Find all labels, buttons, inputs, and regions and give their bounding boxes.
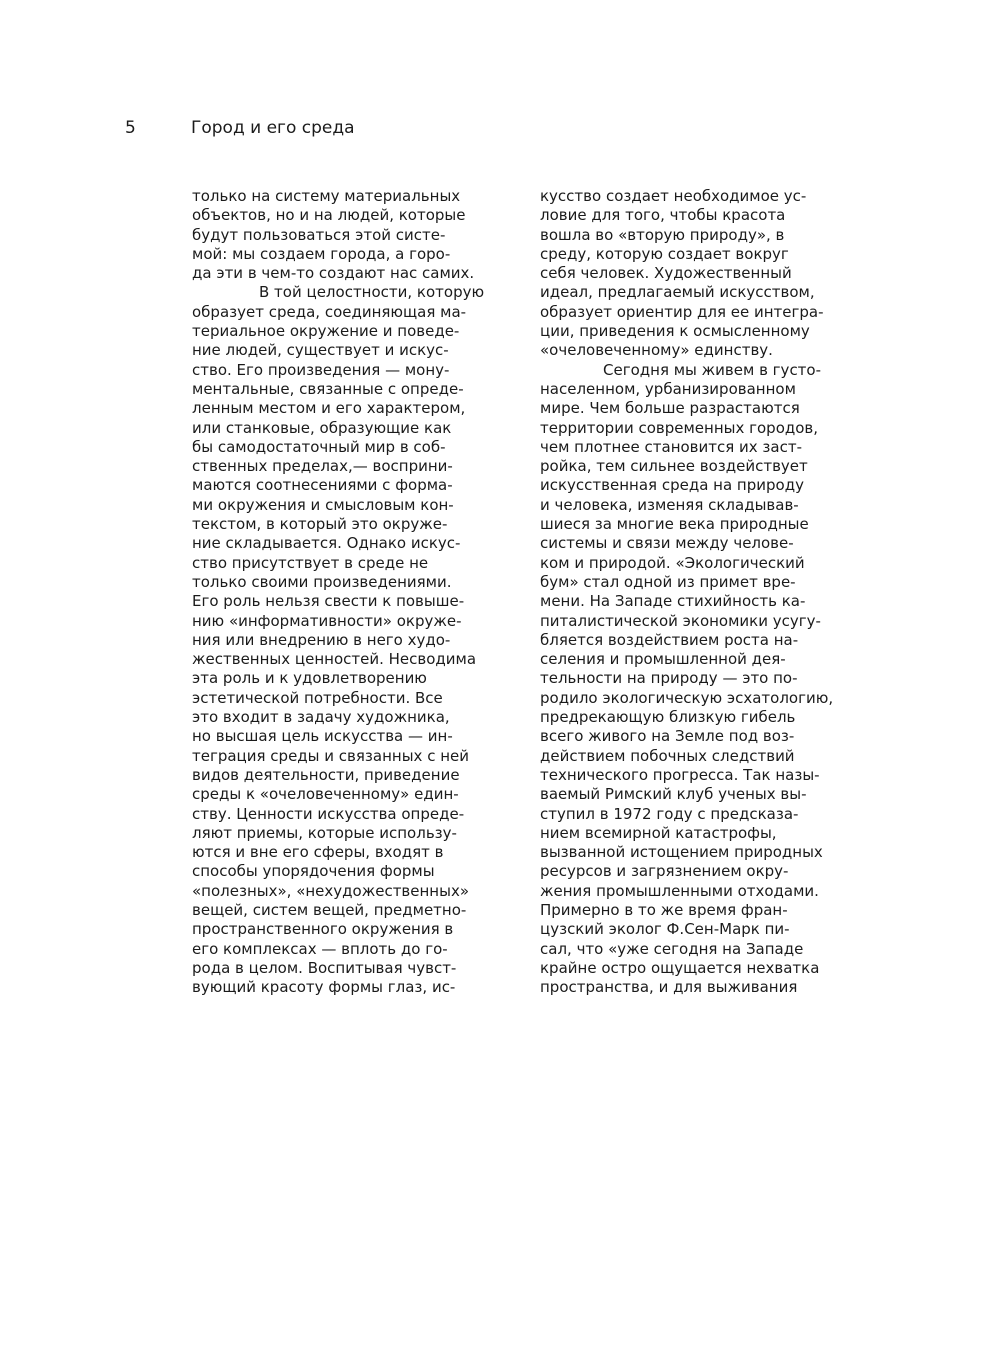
text-line: нием всемирной катастрофы,: [540, 823, 777, 842]
text-line: маются соотнесениями с форма-: [192, 476, 453, 495]
text-line: будут пользоваться этой систе-: [192, 225, 446, 244]
text-line: ния или внедрению в него худо-: [192, 630, 451, 649]
text-line: ние складывается. Однако искус-: [192, 534, 461, 553]
text-line: вещей, систем вещей, предметно-: [192, 900, 467, 919]
text-line: объектов, но и на людей, которые: [192, 206, 466, 225]
text-line: «очеловеченному» единству.: [540, 341, 773, 360]
running-head: Город и его среда: [191, 118, 355, 138]
text-line: или станковые, образующие как: [192, 418, 452, 437]
text-line: ми окружения и смысловым кон-: [192, 495, 454, 514]
text-line: действием побочных следствий: [540, 746, 795, 765]
text-line: теграция среды и связанных с ней: [192, 746, 469, 765]
page-number: 5: [125, 118, 136, 138]
text-line: только на систему материальных: [192, 187, 461, 205]
text-line: ство присутствует в среде не: [192, 553, 429, 572]
text-line: среду, которую создает вокруг: [540, 244, 789, 263]
text-line: эстетической потребности. Все: [192, 688, 443, 707]
text-line: крайне остро ощущается нехватка: [540, 958, 820, 977]
text-line: «полезных», «нехудожественных»: [192, 881, 470, 900]
text-line: ции, приведения к осмысленному: [540, 322, 810, 341]
text-line: себя человек. Художественный: [540, 264, 792, 283]
text-line: это входит в задачу художника,: [192, 708, 450, 727]
text-line: способы упорядочения формы: [192, 862, 435, 881]
text-line: родило экологическую эсхатологию,: [540, 688, 834, 707]
text-line: образует ориентир для ее интегра-: [540, 302, 824, 321]
text-line: жения промышленными отходами.: [540, 881, 819, 900]
text-line: видов деятельности, приведение: [192, 765, 460, 784]
text-line: только своими произведениями.: [192, 572, 452, 591]
text-line: тельности на природу — это по-: [540, 669, 798, 688]
text-line: среды к «очеловеченному» един-: [192, 785, 459, 804]
text-line: ройка, тем сильнее воздействует: [540, 457, 808, 476]
text-line: В той целостности, которую: [259, 283, 485, 302]
text-line: вызванной истощением природных: [540, 843, 823, 862]
text-line: вующий красоту формы глаз, ис-: [192, 978, 456, 997]
text-line: и человека, изменяя складывав-: [540, 495, 799, 514]
text-line: чем плотнее становится их заст-: [540, 437, 803, 456]
text-line: мире. Чем больше разрастаются: [540, 399, 800, 418]
text-line: да эти в чем-то создают нас самих.: [192, 264, 475, 283]
text-line: цузский эколог Ф.Сен-Марк пи-: [540, 920, 790, 939]
text-line: бы самодостаточный мир в соб-: [192, 437, 446, 456]
text-line: нию «информативности» окруже-: [192, 611, 462, 630]
text-line: пространственного окружения в: [192, 920, 454, 939]
text-line: ленным местом и его характером,: [192, 399, 466, 418]
text-line: территории современных городов,: [540, 418, 819, 437]
text-line: пространства, и для выживания: [540, 978, 798, 997]
text-line: ственных пределах,— восприни-: [192, 457, 453, 476]
text-line: селения и промышленной дея-: [540, 650, 786, 669]
text-line: питалистической экономики усугу-: [540, 611, 821, 630]
text-line: бум» стал одной из примет вре-: [540, 572, 796, 591]
text-line: образует среда, соединяющая ма-: [192, 302, 467, 321]
text-line: текстом, в который это окруже-: [192, 515, 448, 534]
text-line: мени. На Западе стихийность ка-: [540, 592, 806, 611]
text-line: эта роль и к удовлетворению: [192, 669, 427, 688]
text-line: технического прогресса. Так назы-: [540, 765, 820, 784]
text-line: кусство создает необходимое ус-: [540, 187, 807, 205]
text-line: ству. Ценности искусства опреде-: [192, 804, 465, 823]
right-text-column: [540, 187, 870, 997]
text-line: ются и вне его сферы, входят в: [192, 843, 444, 862]
text-line: всего живого на Земле под воз-: [540, 727, 795, 746]
text-line: бляется воздействием роста на-: [540, 630, 799, 649]
text-line: ловие для того, чтобы красота: [540, 206, 786, 225]
text-line: ментальные, связанные с опреде-: [192, 379, 464, 398]
text-line: но высшая цель искусства — ин-: [192, 727, 453, 746]
text-line: его комплексах — вплоть до го-: [192, 939, 448, 958]
text-line: мой: мы создаем города, а горо-: [192, 244, 451, 263]
text-line: ваемый Римский клуб ученых вы-: [540, 785, 807, 804]
text-line: жественных ценностей. Несводима: [192, 650, 477, 669]
text-line: сал, что «уже сегодня на Западе: [540, 939, 804, 958]
text-line: ресурсов и загрязнением окру-: [540, 862, 789, 881]
text-line: искусственная среда на природу: [540, 476, 804, 495]
text-line: шиеся за многие века природные: [540, 515, 809, 534]
text-line: системы и связи между челове-: [540, 534, 794, 553]
text-line: ступил в 1972 году с предсказа-: [540, 804, 799, 823]
left-text-column: [192, 187, 522, 997]
text-line: Его роль нельзя свести к повыше-: [192, 592, 465, 611]
text-line: ком и природой. «Экологический: [540, 553, 805, 572]
text-line: ство. Его произведения — мону-: [192, 360, 450, 379]
text-line: вошла во «вторую природу», в: [540, 225, 785, 244]
text-line: идеал, предлагаемый искусством,: [540, 283, 815, 302]
text-line: предрекающую близкую гибель: [540, 708, 796, 727]
text-line: ние людей, существует и искус-: [192, 341, 449, 360]
text-line: Примерно в то же время фран-: [540, 900, 788, 919]
text-line: населенном, урбанизированном: [540, 379, 796, 398]
text-line: териальное окружение и поведе-: [192, 322, 460, 341]
text-line: ляют приемы, которые использу-: [192, 823, 457, 842]
text-line: рода в целом. Воспитывая чувст-: [192, 958, 457, 977]
text-line: Сегодня мы живем в густо-: [603, 360, 822, 379]
